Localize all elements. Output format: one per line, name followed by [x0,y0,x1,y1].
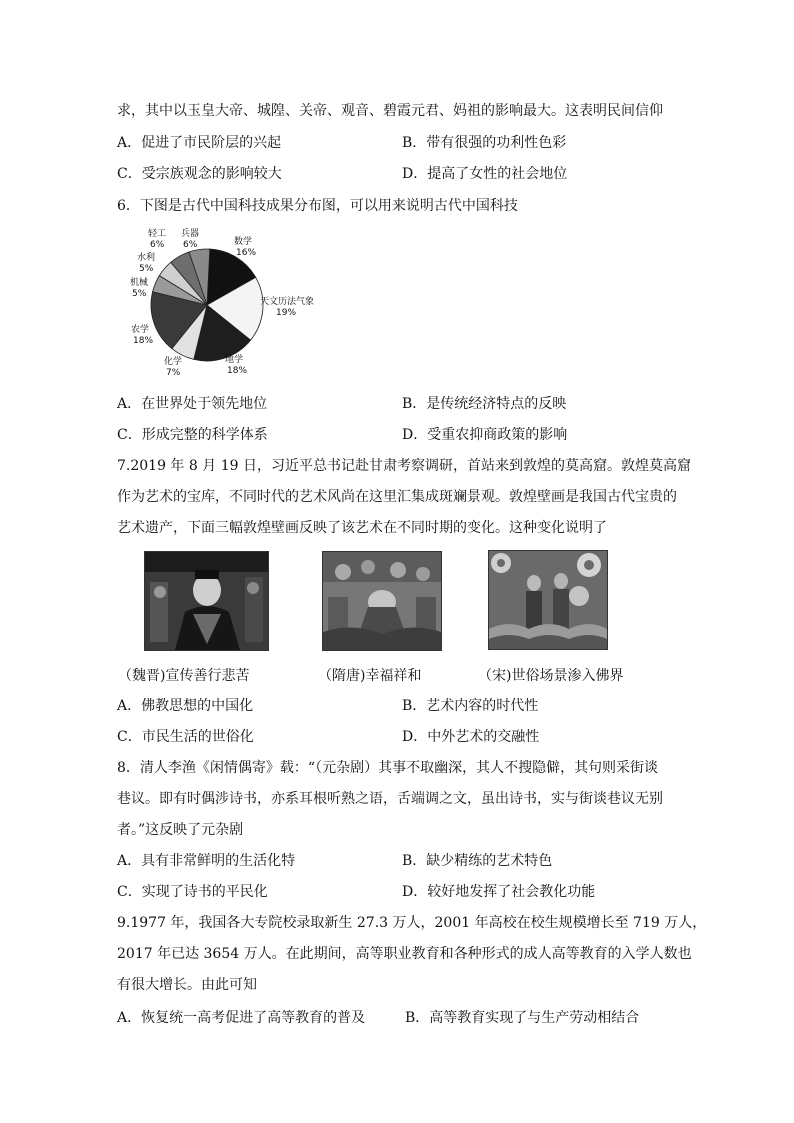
pie-value-7: 5% [139,264,154,274]
pie-value-3: 18% [227,366,248,376]
q9-option-a[interactable]: A．恢复统一高考促进了高等教育的普及 [117,1010,366,1026]
pie-label-2: 天文历法气象 [260,297,315,307]
q8-option-a[interactable]: A．具有非常鲜明的生活化特 [117,853,296,869]
q9-line-3: 有很大增长。由此可知 [117,977,257,993]
pie-value-1: 16% [236,248,257,258]
mural-image-suitang [322,551,442,651]
science-pie-chart [117,222,367,387]
q7-option-c[interactable]: C．市民生活的世俗化 [117,729,254,745]
mural-image-song [488,550,608,650]
q6-stem: 6．下图是古代中国科技成果分布图，可以用来说明古代中国科技 [117,198,518,214]
q7-line-2: 作为艺术的宝库，不同时代的艺术风尚在这里汇集成斑斓景观。敦煌壁画是我国古代宝贵的 [117,489,677,505]
q8-option-b[interactable]: B．缺少精练的艺术特色 [402,853,553,869]
pie-value-4: 7% [166,368,181,378]
pie-label-8: 轻工 [148,229,167,239]
q5-option-b[interactable]: B．带有很强的功利性色彩 [402,135,567,151]
q6-option-b[interactable]: B．是传统经济特点的反映 [402,396,567,412]
pie-value-2: 19% [276,308,297,318]
q6-option-c[interactable]: C．形成完整的科学体系 [117,427,268,443]
pie-label-1: 数学 [234,237,253,247]
pie-label-5: 农学 [131,325,150,335]
pie-label-7: 水利 [137,253,156,263]
pie-label-4: 化学 [164,357,183,367]
pie-label-3: 地学 [225,355,244,365]
q7-line-1: 7.2019 年 8 月 19 日，习近平总书记赴甘肃考察调研，首站来到敦煌的莫高窟。敦煌莫高窟 [117,458,691,474]
q5-option-d[interactable]: D．提高了女性的社会地位 [402,166,568,182]
caption-suitang: （隋唐)幸福祥和 [318,668,422,684]
q9-line-2: 2017 年已达 3654 万人。在此期间，高等职业教育和各种形式的成人高等教育的入学人数也 [117,946,692,962]
q6-option-d[interactable]: D．受重农抑商政策的影响 [402,427,568,443]
q8-option-c[interactable]: C．实现了诗书的平民化 [117,884,268,900]
pie-value-6: 5% [132,289,147,299]
q6-option-a[interactable]: A．在世界处于领先地位 [117,396,268,412]
intro-text: 求，其中以玉皇大帝、城隍、关帝、观音、碧霞元君、妈祖的影响最大。这表明民间信仰 [117,103,663,119]
caption-weijin: （魏晋)宣传善行悲苦 [118,668,250,684]
q7-option-d[interactable]: D．中外艺术的交融性 [402,729,540,745]
pie-label-9: 兵器 [181,229,200,239]
q8-line-3: 者。”这反映了元杂剧 [117,822,244,838]
q5-option-a[interactable]: A．促进了市民阶层的兴起 [117,135,282,151]
q7-option-a[interactable]: A．佛教思想的中国化 [117,698,254,714]
q8-option-d[interactable]: D．较好地发挥了社会教化功能 [402,884,596,900]
q7-option-b[interactable]: B．艺术内容的时代性 [402,698,539,714]
caption-song: （宋)世俗场景渗入佛界 [478,668,624,684]
pie-value-9: 6% [183,240,198,250]
q8-line-2: 巷议。即有时偶涉诗书，亦系耳根听熟之语，舌端调之文，虽出诗书，实与街谈巷议无别 [117,791,663,807]
pie-value-5: 18% [133,336,154,346]
q9-line-1: 9.1977 年，我国各大专院校录取新生 27.3 万人，2001 年高校在校生规模增长至 719 万人， [117,915,707,931]
q8-line-1: 8．清人李渔《闲情偶寄》载：“（元杂剧）其事不取幽深，其人不搜隐僻，其句则采街谈 [117,760,659,776]
q9-option-b[interactable]: B．高等教育实现了与生产劳动相结合 [405,1010,640,1026]
pie-label-6: 机械 [130,278,149,288]
mural-image-weijin [144,551,269,651]
q7-line-3: 艺术遗产，下面三幅敦煌壁画反映了该艺术在不同时期的变化。这种变化说明了 [117,520,607,536]
q5-option-c[interactable]: C．受宗族观念的影响较大 [117,166,282,182]
pie-value-8: 6% [150,240,165,250]
